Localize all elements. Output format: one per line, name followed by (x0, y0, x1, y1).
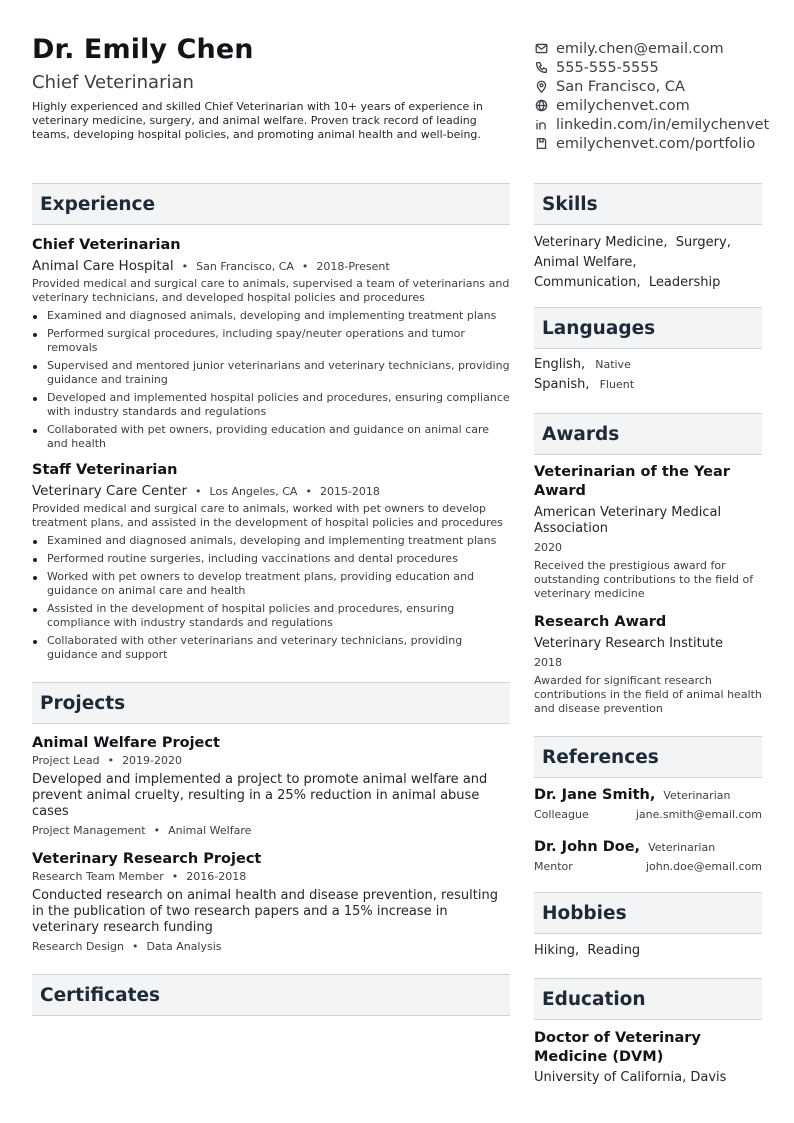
list-item: Performed surgical procedures, including spay/neuter operations and tumor removals (32, 327, 510, 355)
awards-section (534, 413, 762, 716)
award-description: Awarded for significant research contributions in the field of animal health and disease prevention (534, 674, 762, 715)
hobbies-list: Hiking, Reading (534, 943, 641, 958)
separator-dot: • (153, 824, 161, 837)
award-entry (534, 613, 762, 716)
job-location: San Francisco, CA (196, 260, 294, 273)
portfolio-icon (534, 137, 548, 151)
project-entry (32, 850, 510, 954)
list-item: Collaborated with other veterinarians and veterinary technicians, providing guidance and support (32, 634, 510, 662)
education-section (534, 978, 762, 1087)
skills-heading: Skills (534, 183, 762, 225)
certificates-heading: Certificates (32, 974, 510, 1016)
project-tag: Data Analysis (146, 940, 222, 953)
project-tags (32, 824, 510, 838)
job-entry (32, 461, 510, 662)
separator-dot: • (171, 870, 179, 883)
award-org: Veterinary Research Institute (534, 636, 724, 651)
reference-email[interactable]: jane.smith@email.com (635, 808, 762, 821)
project-entry (32, 734, 510, 838)
project-dates: 2019-2020 (122, 754, 183, 767)
project-tags (32, 940, 510, 954)
separator-dot: • (301, 260, 309, 273)
award-year: 2020 (534, 541, 562, 554)
project-description: Developed and implemented a project to promote animal welfare and prevent animal cruelty, resulting in a 25% reduction in animal abuse cases (32, 772, 488, 819)
reference-email[interactable]: john.doe@email.com (645, 860, 762, 873)
project-tag: Animal Welfare (168, 824, 252, 837)
project-title: Veterinary Research Project (32, 851, 262, 867)
list-item: Collaborated with pet owners, providing education and guidance on animal care and health (32, 423, 510, 451)
project-tag: Project Management (32, 824, 146, 837)
job-dates: 2015-2018 (319, 485, 380, 498)
project-dates: 2016-2018 (186, 870, 247, 883)
project-meta (32, 870, 510, 884)
separator-dot: • (131, 940, 139, 953)
job-title: Staff Veterinarian (32, 462, 178, 478)
resume-header (32, 34, 512, 142)
main-column (32, 183, 510, 1016)
website-text: emilychenvet.com (556, 97, 690, 114)
skills-section (534, 183, 762, 293)
experience-heading: Experience (32, 183, 510, 225)
project-meta (32, 754, 510, 768)
side-column (534, 183, 762, 1101)
reference-name: Dr. John Doe, (534, 839, 641, 855)
location-text: San Francisco, CA (556, 78, 685, 95)
job-title: Chief Veterinarian (32, 237, 181, 253)
awards-heading: Awards (534, 413, 762, 455)
skill-item: Surgery, (675, 235, 731, 250)
languages-heading: Languages (534, 307, 762, 349)
contact-website[interactable] (534, 96, 794, 115)
language-name: Spanish, (534, 377, 590, 392)
project-title: Animal Welfare Project (32, 735, 220, 751)
candidate-name: Dr. Emily Chen (32, 34, 254, 65)
candidate-title: Chief Veterinarian (32, 72, 194, 93)
project-description: Conducted research on animal health and disease prevention, resulting in the publication of two research papers and a 15% increase in veterinary research funding (32, 888, 498, 935)
separator-dot: • (107, 754, 115, 767)
project-role: Research Team Member (32, 870, 164, 883)
reference-role: Veterinarian (663, 789, 731, 802)
list-item: Supervised and mentored junior veterinarians and veterinary technicians, providing guidance and training (32, 359, 510, 387)
email-text: emily.chen@email.com (556, 40, 724, 57)
contact-phone[interactable] (534, 58, 794, 77)
list-item: Examined and diagnosed animals, developing and implementing treatment plans (32, 309, 510, 323)
job-company: Animal Care Hospital (32, 258, 174, 274)
language-level: Fluent (599, 378, 635, 391)
job-meta (32, 257, 510, 276)
award-org: American Veterinary Medical Association (534, 505, 722, 536)
job-company: Veterinary Care Center (32, 483, 188, 499)
list-item: Examined and diagnosed animals, developing and implementing treatment plans (32, 534, 510, 548)
job-meta (32, 482, 510, 501)
education-school: University of California, Davis (534, 1070, 727, 1085)
list-item: Worked with pet owners to develop treatment plans, providing education and guidance on animal care and health (32, 570, 510, 598)
reference-entry (534, 838, 762, 874)
reference-relation: Mentor (534, 860, 573, 873)
languages-section (534, 307, 762, 395)
phone-text: 555-555-5555 (556, 59, 659, 76)
project-tag: Research Design (32, 940, 124, 953)
language-item (534, 355, 762, 375)
language-level: Native (595, 358, 631, 371)
contact-location (534, 77, 794, 96)
reference-role: Veterinarian (648, 841, 716, 854)
skill-item: Animal Welfare, (534, 255, 637, 270)
contact-linkedin[interactable] (534, 115, 794, 134)
language-item (534, 375, 762, 395)
map-pin-icon (534, 80, 548, 94)
projects-heading: Projects (32, 682, 510, 724)
contact-email[interactable] (534, 39, 794, 58)
language-name: English, (534, 357, 586, 372)
reference-entry (534, 786, 762, 822)
job-description: Provided medical and surgical care to animals, worked with pet owners to develop treatment plans, and assisted in the development of hospital policies and procedures (32, 502, 503, 529)
globe-icon (534, 99, 548, 113)
education-degree: Doctor of Veterinary Medicine (DVM) (534, 1030, 701, 1065)
separator-dot: • (195, 485, 202, 498)
reference-relation: Colleague (534, 808, 589, 821)
skill-item: Leadership (648, 275, 721, 290)
references-section (534, 736, 762, 874)
award-year: 2018 (534, 656, 562, 669)
separator-dot: • (181, 260, 189, 273)
separator-dot: • (305, 485, 312, 498)
job-bullets (32, 534, 510, 662)
references-heading: References (534, 736, 762, 778)
award-title: Research Award (534, 614, 667, 630)
portfolio-text: emilychenvet.com/portfolio (556, 135, 756, 152)
award-entry (534, 463, 762, 601)
contact-portfolio[interactable] (534, 134, 794, 153)
job-description: Provided medical and surgical care to animals, supervised a team of veterinarians and veterinary technicians, and developed hospital policies and procedures (32, 277, 510, 304)
award-description: Received the prestigious award for outstanding contributions to the field of veterinary medicine (534, 559, 754, 600)
job-entry (32, 236, 510, 451)
skill-item: Communication, (534, 275, 641, 290)
phone-icon (534, 61, 548, 75)
education-heading: Education (534, 978, 762, 1020)
summary: Highly experienced and skilled Chief Veterinarian with 10+ years of experience in veterinary medicine, surgery, and animal welfare. Proven track record of leading teams, developing hospital policies, and promoting animal health and well-being. (32, 100, 483, 141)
list-item: Developed and implemented hospital policies and procedures, ensuring compliance with industry standards and regulations (32, 391, 510, 419)
hobbies-section (534, 892, 762, 960)
linkedin-icon (534, 118, 548, 132)
job-location: Los Angeles, CA (209, 485, 298, 498)
job-dates: 2018-Present (316, 260, 390, 273)
linkedin-text: linkedin.com/in/emilychenvet (556, 116, 770, 133)
skills-list (534, 233, 762, 293)
job-bullets (32, 309, 510, 451)
contact-list (534, 39, 794, 153)
mail-icon (534, 42, 548, 56)
skill-item: Veterinary Medicine, (534, 235, 668, 250)
hobbies-heading: Hobbies (534, 892, 762, 934)
project-role: Project Lead (32, 754, 100, 767)
list-item: Performed routine surgeries, including vaccinations and dental procedures (32, 552, 510, 566)
award-title: Veterinarian of the Year Award (534, 464, 730, 499)
list-item: Assisted in the development of hospital policies and procedures, ensuring compliance with industry standards and regulations (32, 602, 510, 630)
reference-name: Dr. Jane Smith, (534, 787, 656, 803)
